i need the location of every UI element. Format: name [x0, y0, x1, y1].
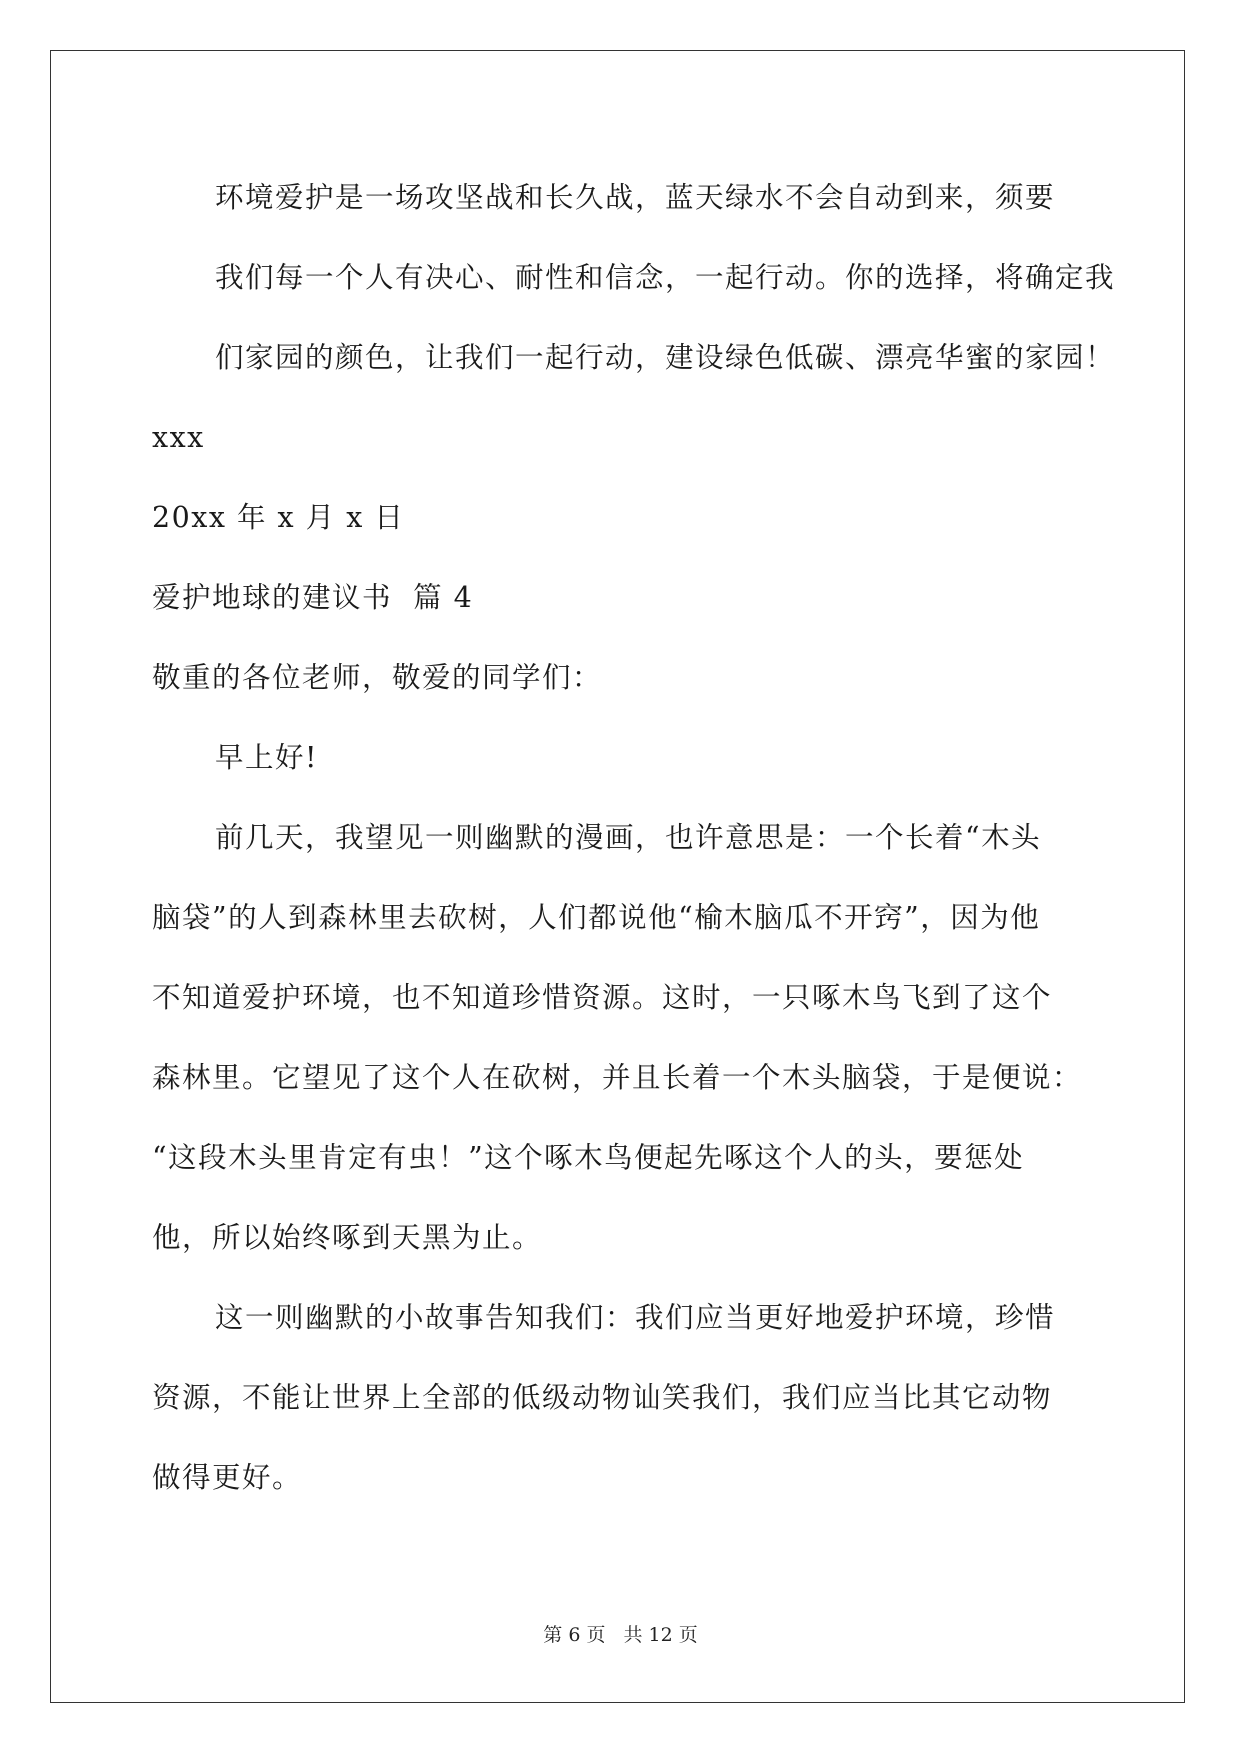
text-line: 们家园的颜色，让我们一起行动，建设绿色低碳、漂亮华蜜的家园！	[215, 341, 1116, 374]
text-line: “这段木头里肯定有虫！”这个啄木鸟便起先啄这个人的头，要惩处	[152, 1141, 1025, 1174]
signature-name	[152, 398, 1092, 478]
page-number: 第 6 页	[543, 1624, 606, 1646]
text-line: 森林里。它望见了这个人在砍树，并且长着一个木头脑袋，于是便说：	[152, 1061, 1083, 1094]
text-line: 他，所以始终啄到天黑为止。	[152, 1221, 543, 1254]
document-body	[152, 158, 1116, 1518]
text-line: 我们每一个人有决心、耐性和信念，一起行动。你的选择，将确定我	[215, 261, 1116, 294]
text-line: 爱护地球的建议书 篇 4	[152, 581, 474, 614]
text-line: 前几天，我望见一则幽默的漫画，也许意思是：一个长着“木头	[215, 821, 1042, 854]
page-footer	[0, 1620, 1241, 1647]
text-line: 早上好!	[215, 741, 318, 774]
page-total: 共 12 页	[623, 1624, 698, 1646]
text-line: 敬重的各位老师，敬爱的同学们：	[152, 661, 603, 694]
text-line: 做得更好。	[152, 1461, 303, 1494]
section-heading	[152, 558, 1092, 638]
text-line: xxx	[152, 421, 205, 454]
text-line: 不知道爱护环境，也不知道珍惜资源。这时，一只啄木鸟飞到了这个	[152, 981, 1053, 1014]
signature-date	[152, 478, 1092, 558]
text-line: 环境爱护是一场攻坚战和长久战，蓝天绿水不会自动到来，须要	[215, 181, 1056, 214]
salutation	[152, 638, 1092, 718]
text-line: 脑袋”的人到森林里去砍树，人们都说他“榆木脑瓜不开窍”，因为他	[152, 901, 1041, 934]
paragraph-story-moral	[152, 1278, 1092, 1518]
paragraph-environment-closing	[152, 158, 1116, 398]
text-line: 资源，不能让世界上全部的低级动物讪笑我们，我们应当比其它动物	[152, 1381, 1053, 1414]
paragraph-woodpecker-story	[152, 798, 1092, 1278]
text-line: 这一则幽默的小故事告知我们：我们应当更好地爱护环境，珍惜	[215, 1301, 1056, 1334]
text-line: 20xx 年 x 月 x 日	[152, 501, 405, 534]
greeting	[152, 718, 1092, 798]
